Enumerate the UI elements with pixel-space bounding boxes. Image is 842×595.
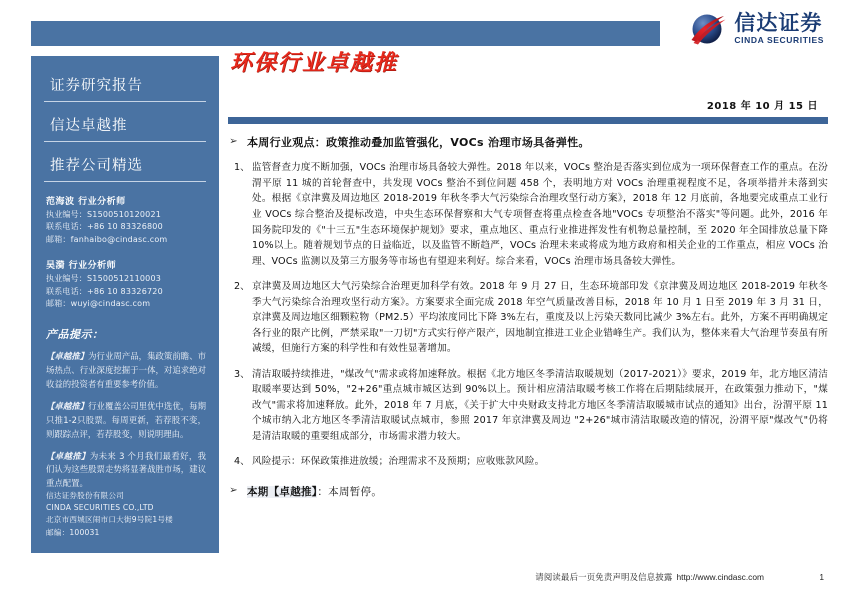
product-tip-tag: 【卓越推】	[46, 400, 89, 411]
list-item-number: 2、	[234, 281, 250, 293]
company-name-cn: 信达证券股份有限公司	[46, 490, 124, 500]
company-name-en: CINDA SECURITIES CO.,LTD	[46, 503, 154, 513]
sidebar-item-cinda-zhuoyuetui[interactable]	[44, 110, 206, 142]
analyst-phone: 联系电话：+86 10 83326800	[46, 222, 163, 232]
list-item	[228, 279, 828, 357]
list-item-number: 4、	[234, 456, 250, 468]
list-item-text: 京津冀及周边地区大气污染综合治理更加科学有效。2018 年 9 月 27 日，生态环境部印发《京津冀及周边地区 2018-2019 年秋冬季大气污染综合治理攻坚行动方案》。方案要求全面完成 2018 年空气质量改善目标，2018 年 10 月 1 日至 2019 年 3 月 31 日，京津冀及周边地区细颗粒物（PM2.5）平均浓度同比下降 3%左右，重度及以上污染天数同比减少 3%左右。此外，方案不再明确规定各行业的限产比例，严禁采取"一刀切"方式实行停产限产，因地制宜推进工业企业错峰生产。我们认为，整体来看大气治理节奏虽有所减缓，但施行方案的科学性和有效性显著增加。	[252, 281, 828, 355]
page-number: 1	[819, 572, 824, 582]
product-tips-title: 产品提示：	[46, 328, 104, 342]
logo-text-en: CINDA SECURITIES	[734, 35, 824, 46]
product-tip	[44, 450, 206, 492]
sidebar-divider	[44, 101, 206, 102]
list-item-number: 3、	[234, 368, 250, 380]
company-logo	[687, 10, 824, 48]
sidebar-divider	[44, 141, 206, 142]
product-tip-text: 为行业周产品，集政策前瞻、市场热点、行业深度挖掘于一体，对追求绝对收益的投资者有重要参考价值。	[46, 351, 207, 390]
section-divider-bar	[228, 117, 828, 124]
footer-url[interactable]: http://www.cindasc.com	[676, 572, 764, 582]
analyst-phone: 联系电话：+86 10 83326720	[46, 286, 163, 296]
sidebar-heading-label: 证券研究报告	[50, 78, 143, 94]
sidebar	[31, 56, 219, 553]
product-tip	[44, 400, 206, 442]
report-date: 2018 年 10 月 15 日	[706, 101, 818, 112]
section2-body: ：本周暂停。	[317, 485, 383, 498]
analyst-name: 范海波 行业分析师	[46, 197, 126, 207]
analyst-license: 执业编号：S1500512110003	[46, 274, 162, 284]
list-item	[228, 160, 828, 269]
product-tip-tag: 【卓越推】	[46, 450, 90, 461]
section-heading-text: 本周行业观点：政策推动叠加监管强化，VOCs 治理市场具备弹性。	[247, 136, 590, 149]
list-item	[228, 454, 828, 470]
company-postcode: 邮编：100031	[46, 527, 100, 537]
section-heading-secondary	[228, 484, 828, 499]
product-tip-text: 行业覆盖公司里优中选优，每期只推1-2只股票。每周更新，若荐股不变，则跟踪点评，若荐股变，则说明理由。	[46, 400, 207, 439]
list-item-text: 风险提示：环保政策推进放缓；治理需求不及预期；应收账款风险。	[252, 456, 545, 468]
paragraph-list	[228, 160, 828, 470]
page-title: 环保行业卓越推	[230, 51, 399, 76]
section2-label: 本期【卓越推】	[247, 485, 318, 498]
section-heading	[228, 135, 828, 150]
sidebar-divider	[44, 181, 206, 182]
arrow-bullet-icon: ➢	[229, 136, 238, 147]
sidebar-item-research-report[interactable]	[44, 70, 206, 102]
main-content	[228, 50, 828, 499]
page-footer	[228, 571, 824, 583]
list-item	[228, 367, 828, 445]
product-tip-text: 为未来 3 个月我们最看好，我们认为这些股票走势将显著战胜市场，建议重点配置。	[46, 450, 206, 489]
list-item-number: 1、	[234, 162, 250, 174]
company-info-block	[46, 490, 173, 539]
sidebar-item-recommended-companies[interactable]	[44, 150, 206, 182]
list-item-text: 清洁取暖持续推进，"煤改气"需求或将加速释放。根据《北方地区冬季清洁取暖规划（2017-2021）》要求，2019 年，北方地区清洁取暖率要达到 50%，"2+26"重点城市城区达到 90%以上。预计相应清洁取暖考核工作将在后期陆续展开，在政策强力推动下，"煤改气"需求将加速释放。此外，2018 年 7 月底，《关于扩大中央财政支持北方地区冬季清洁取暖城市试点的通知》出台，汾渭平原 11 个城市纳入北方地区冬季清洁取暖试点城市，参照 2017 年京津冀及周边 "2+26"城市清洁取暖改造的情况，汾渭平原"煤改气"仍将是清洁取暖的重要组成部分，市场需求潜力较大。	[252, 368, 828, 442]
product-tip-tag: 【卓越推】	[46, 351, 89, 362]
list-item-text: 监管督查力度不断加强，VOCs 治理市场具备较大弹性。2018 年以来，VOCs 整治是否落实到位成为一项环保督查工作的重点。在汾渭平原 11 城的首轮督查中，共发现 VOCs 整治不到位问题 458 个，表明地方对 VOCs 治理重视程度不足，各项举措并未落到实处。根据《京津冀及周边地区 2018-2019 年秋冬季大气污染综合治理攻坚行动方案》，2018 年 12 月底前，各地要完成重点工业行业 VOCs 综合整治及提标改造，中央生态环保督察和大气专项督查将重点检查各地"VOCs 专项整治不落实"等问题。此外，2016 年国务院印发的《"十三五"生态环境保护规划》要求，重点地区、重点行业推进挥发性有机物总量控制，至 2020 年全国排放总量下降 10%以上。随着规划节点的日益临近，以及监管不断趋严，VOCs 治理未来或将成为地方政府和相关企业的工作重点，相应 VOCs 治理、VOCs 监测以及第三方服务等市场也有望迎来利好。综合来看，VOCs 治理市场具备较大弹性。	[252, 162, 828, 267]
arrow-bullet-icon: ➢	[229, 484, 238, 496]
analyst-block	[44, 194, 206, 246]
analyst-email: 邮箱：fanhaibo@cindasc.com	[46, 234, 168, 244]
product-tip	[44, 350, 206, 392]
cinda-globe-swoosh-icon	[687, 10, 727, 48]
company-address: 北京市西城区闹市口大街9号院1号楼	[46, 515, 173, 525]
header-accent-bar	[31, 21, 660, 46]
logo-text-cn: 信达证券	[734, 11, 823, 36]
section-heading-secondary-text	[247, 484, 382, 499]
analyst-email: 邮箱：wuyi@cindasc.com	[46, 298, 151, 308]
sidebar-heading-label: 信达卓越推	[50, 118, 128, 134]
analyst-block	[44, 258, 206, 310]
footer-disclaimer: 请阅读最后一页免责声明及信息披露	[535, 572, 673, 582]
analyst-name: 吴漪 行业分析师	[46, 261, 117, 272]
analyst-license: 执业编号：S1500510120021	[46, 210, 162, 219]
sidebar-heading-label: 推荐公司精选	[50, 158, 143, 174]
